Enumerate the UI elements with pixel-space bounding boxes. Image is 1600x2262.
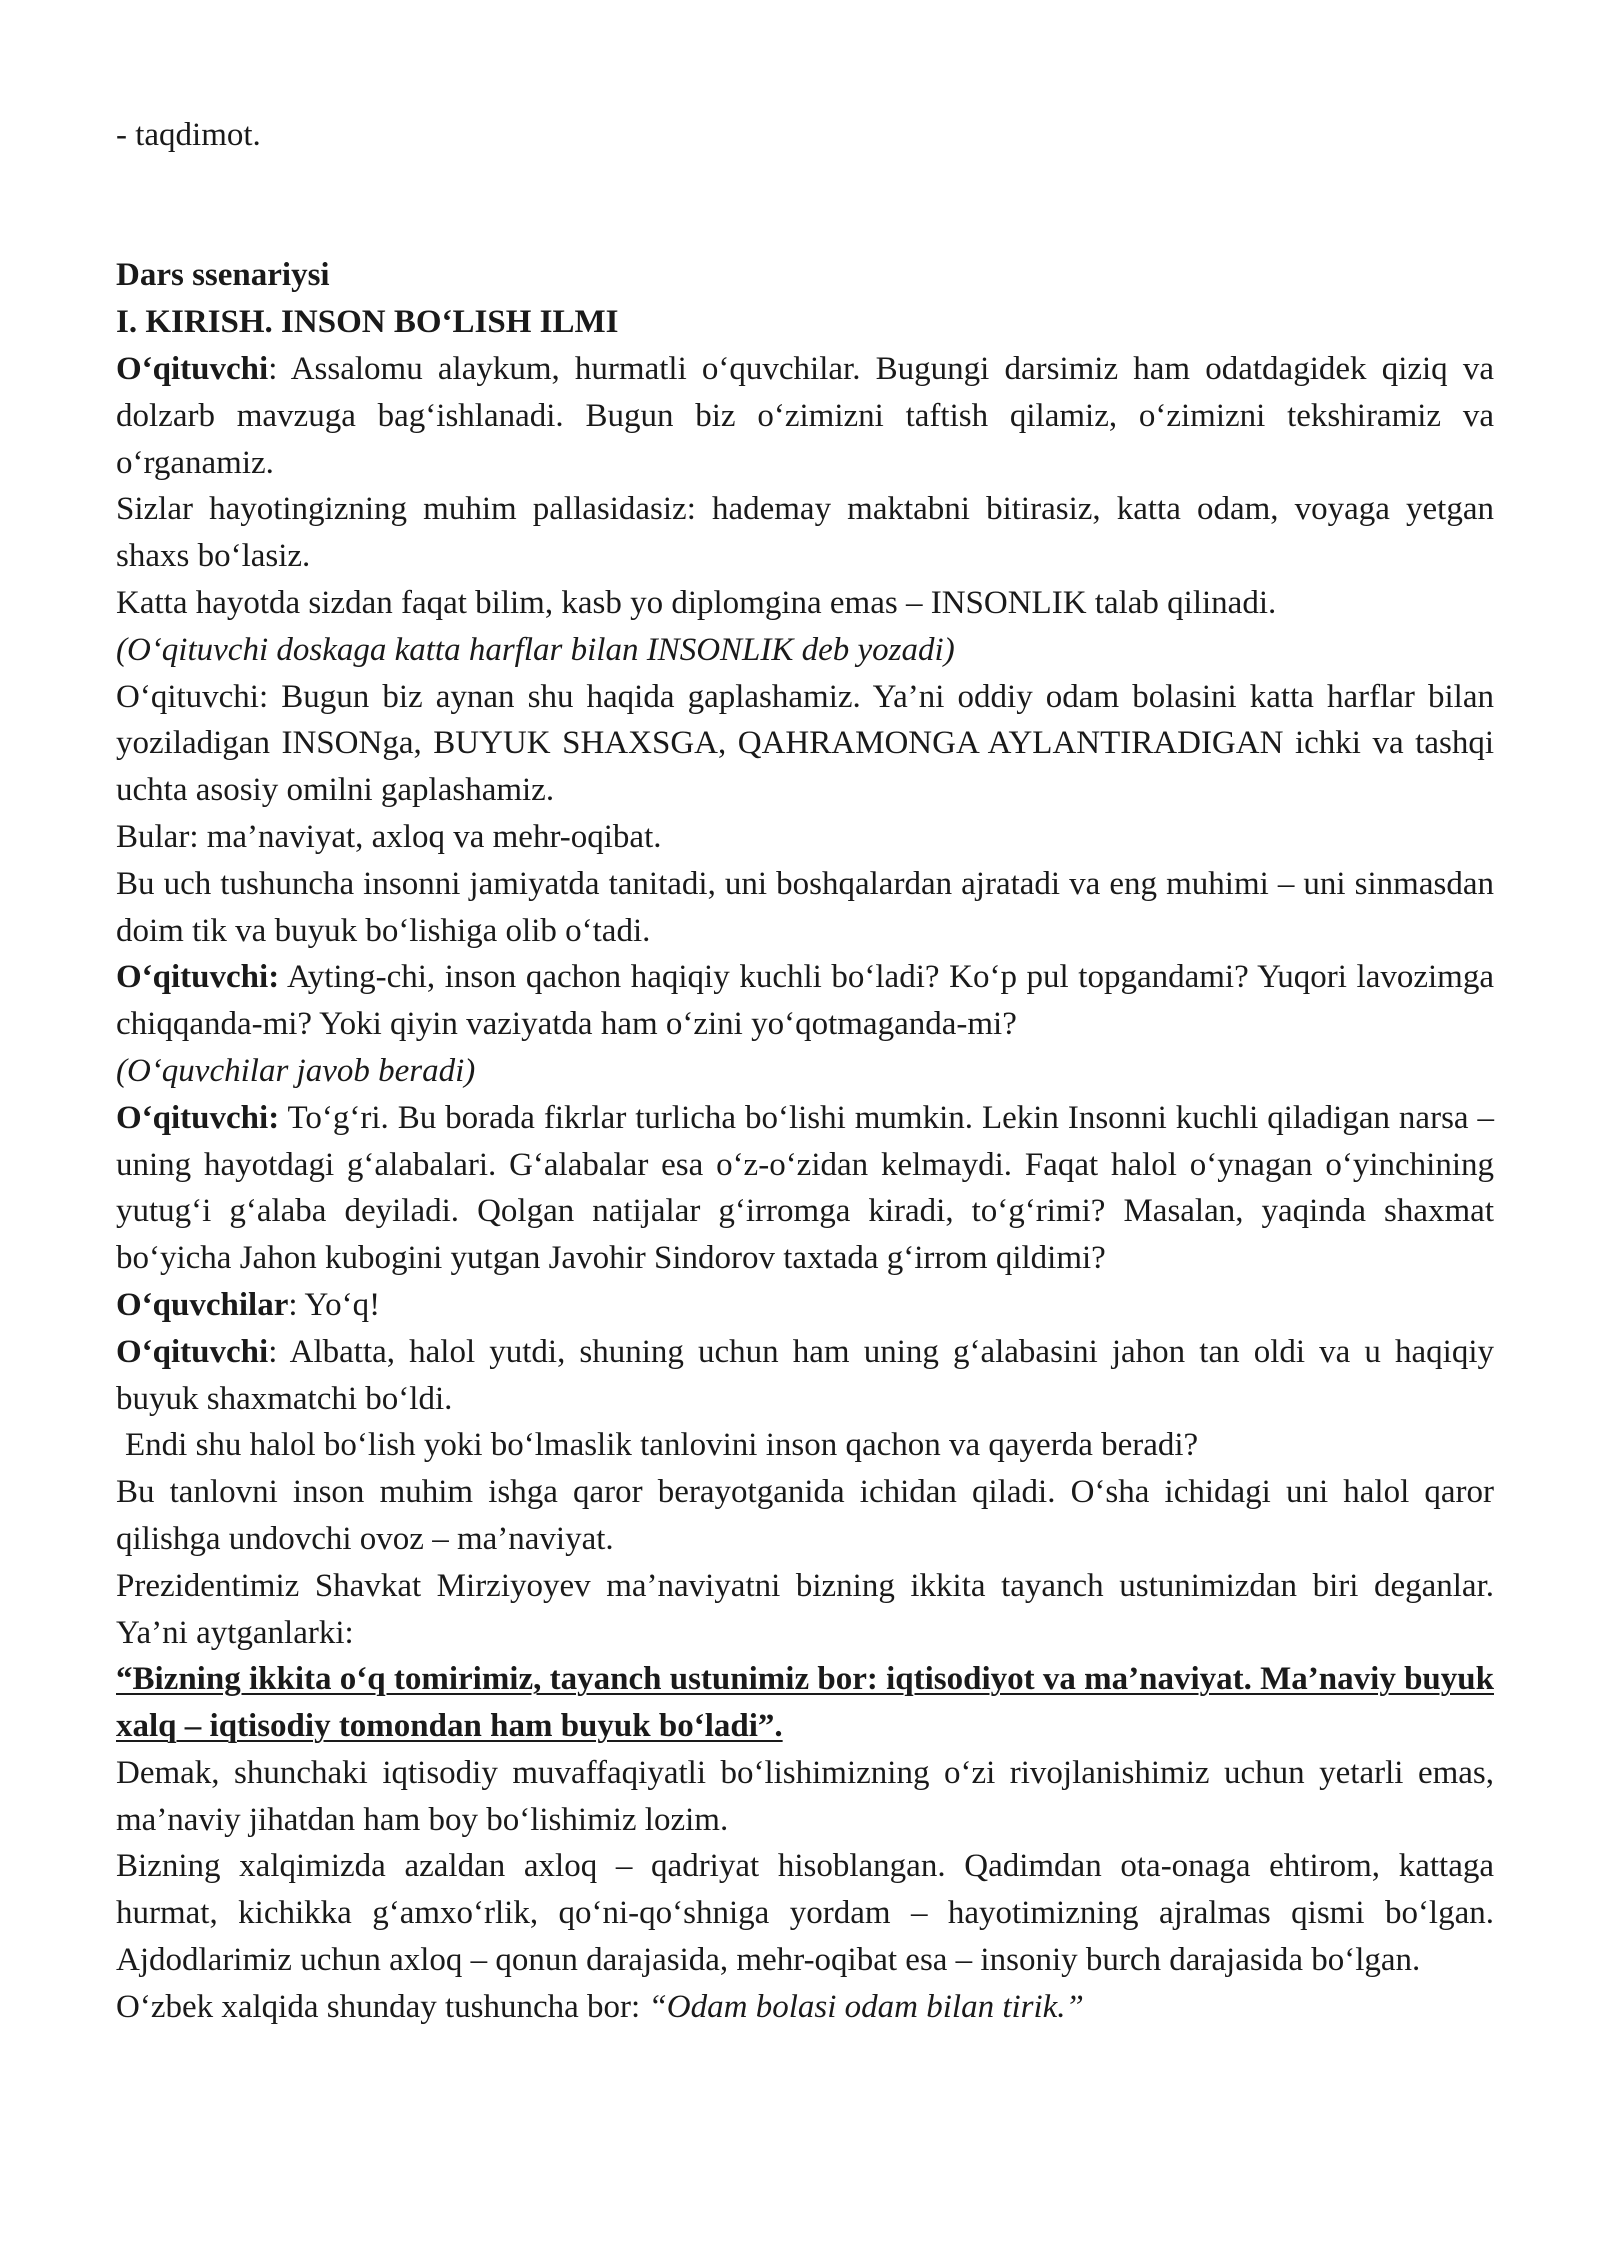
paragraph-text: : Albatta, halol yutdi, shuning uchun ham uning g‘alabasini jahon tan oldi va u haqiqiy buyuk shaxmatchi bo‘ldi.: [116, 1333, 1494, 1417]
president-quote: “Bizning ikkita o‘q tomirimiz, tayanch ustunimiz bor: iqtisodiyot va ma’naviyat. Ma’naviy buyuk xalq – iqtisodiy tomondan ham buyuk bo‘ladi”.: [116, 1661, 1494, 1745]
paragraph-students: [116, 1282, 1494, 1329]
paragraph: Bu tanlovni inson muhim ishga qaror berayotganida ichidan qiladi. O‘sha ichidagi uni halol qaror qilishga undovchi ovoz – ma’naviyat.: [116, 1474, 1494, 1557]
document-page: [116, 112, 1494, 2031]
paragraph-teacher-greeting: [116, 346, 1494, 486]
paragraph: Bu uch tushuncha insonni jamiyatda tanitadi, uni boshqalardan ajratadi va eng muhimi – uni sinmasdan doim tik va buyuk bo‘lishiga olib o‘tadi.: [116, 865, 1494, 949]
paragraph-teacher-reply: [116, 1329, 1494, 1423]
paragraph-text: To‘g‘ri. Bu borada fikrlar turlicha bo‘lishi mumkin. Lekin Insonni kuchli qiladigan narsa – uning hayotdagi g‘alabalari. G‘alabalar esa o‘z-o‘zidan kelmaydi. Faqat halol o‘ynagan o‘yinchining yutug‘i g‘alaba deyiladi. Qolgan natijalar g‘irromga kiradi, to‘g‘rimi? Masalan, yaqinda shaxmat bo‘yicha Jahon kubogini yutgan Javohir Sindorov taxtada g‘irrom qildimi?: [116, 1099, 1494, 1277]
paragraph: O‘qituvchi: Bugun biz aynan shu haqida gaplashamiz. Ya’ni oddiy odam bolasini katta harflar bilan yoziladigan INSONga, BUYUK SHAXSGA, QAHRAMONGA AYLANTIRADIGAN ichki va tashqi uchta asosiy omilni gaplashamiz.: [116, 678, 1494, 809]
paragraph-text: : Yo‘q!: [288, 1286, 381, 1323]
paragraph: Prezidentimiz Shavkat Mirziyoyev ma’naviyatni bizning ikkita tayanch ustunimizdan biri deganlar. Ya’ni aytganlarki:: [116, 1567, 1494, 1651]
intro-line: - taqdimot.: [116, 117, 261, 153]
paragraph-teacher-answer: [116, 1095, 1494, 1282]
paragraph: Sizlar hayotingizning muhim pallasidasiz: hademay maktabni bitirasiz, katta odam, voyaga yetgan shaxs bo‘lasiz.: [116, 491, 1494, 575]
paragraph-proverb: [116, 1984, 1494, 2031]
speaker-label: O‘quvchilar: [116, 1286, 289, 1323]
proverb-quote: “Odam bolasi odam bilan tirik.”: [648, 1988, 1084, 2025]
paragraph: Demak, shunchaki iqtisodiy muvaffaqiyatli bo‘lishimizning o‘zi rivojlanishimiz uchun yetarli emas, ma’naviy jihatdan ham boy bo‘lishimiz lozim.: [116, 1754, 1494, 1838]
paragraph: Bizning xalqimizda azaldan axloq – qadriyat hisoblangan. Qadimdan ota-onaga ehtirom, kattaga hurmat, kichikka g‘amxo‘rlik, qo‘ni-qo‘shniga yordam – hayotimizning ajralmas qismi bo‘lgan. Ajdodlarimiz uchun axloq – qonun darajasida, mehr-oqibat esa – insoniy burch darajasida bo‘lgan.: [116, 1848, 1494, 1979]
stage-direction: (O‘qituvchi doskaga katta harflar bilan INSONLIK deb yozadi): [116, 631, 955, 668]
paragraph-text: : Assalomu alaykum, hurmatli o‘quvchilar. Bugungi darsimiz ham odatdagidek qiziq va dolzarb mavzuga bag‘ishlanadi. Bugun biz o‘zimizni taftish qilamiz, o‘zimizni tekshiramiz va o‘rganamiz.: [116, 350, 1494, 481]
paragraph-text: Ayting-chi, inson qachon haqiqiy kuchli bo‘ladi? Ko‘p pul topgandami? Yuqori lavozimga chiqqanda-mi? Yoki qiyin vaziyatda ham o‘zini yo‘qotmaganda-mi?: [116, 959, 1494, 1043]
paragraph-teacher-question: [116, 954, 1494, 1048]
speaker-label: O‘qituvchi:: [116, 1099, 280, 1136]
speaker-label: O‘qituvchi:: [116, 959, 280, 996]
paragraph: Katta hayotda sizdan faqat bilim, kasb yo diplomgina emas – INSONLIK talab qilinadi.: [116, 584, 1277, 621]
paragraph: Endi shu halol bo‘lish yoki bo‘lmaslik tanlovini inson qachon va qayerda beradi?: [125, 1427, 1199, 1464]
stage-direction: (O‘quvchilar javob beradi): [116, 1052, 476, 1089]
speaker-label: O‘qituvchi: [116, 350, 269, 387]
script-title: Dars ssenariysi: [116, 257, 330, 294]
speaker-label: O‘qituvchi: [116, 1333, 269, 1370]
spacer: [116, 159, 1494, 253]
paragraph: Bular: ma’naviyat, axloq va mehr-oqibat.: [116, 818, 662, 855]
section-title: I. KIRISH. INSON BO‘LISH ILMI: [116, 304, 619, 341]
paragraph-text: O‘zbek xalqida shunday tushuncha bor:: [116, 1988, 649, 2025]
